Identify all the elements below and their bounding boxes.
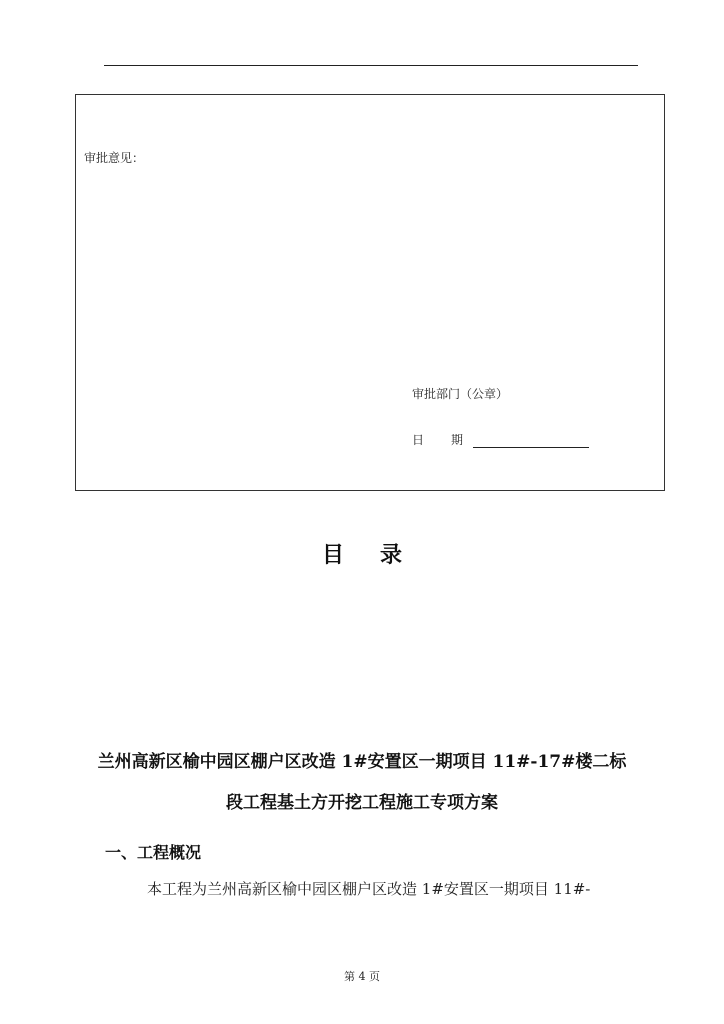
date-char-1: 日 xyxy=(412,433,425,447)
approval-opinion-label: 审批意见： xyxy=(84,151,145,165)
approval-box xyxy=(75,94,665,491)
toc-title-char-2: 录 xyxy=(380,542,403,568)
section-heading: 一、工程概况 xyxy=(105,843,202,862)
body-paragraph: 本工程为兰州高新区榆中园区棚户区改造 1#安置区一期项目 11#- xyxy=(147,880,591,898)
document-title-line-2: 段工程基土方开挖工程施工专项方案 xyxy=(226,793,498,813)
header-rule xyxy=(104,65,638,66)
page-number: 第 4 页 xyxy=(344,970,380,983)
document-title-line-1: 兰州高新区榆中园区棚户区改造 1#安置区一期项目 11#-17#楼二标 xyxy=(97,752,627,772)
approval-department-label: 审批部门（公章） xyxy=(412,387,509,401)
date-fill-line xyxy=(473,435,589,448)
toc-title xyxy=(0,538,724,569)
date-char-2: 期 xyxy=(451,433,464,447)
toc-title-char-1: 目 xyxy=(321,542,344,568)
approval-date-row xyxy=(412,431,589,448)
